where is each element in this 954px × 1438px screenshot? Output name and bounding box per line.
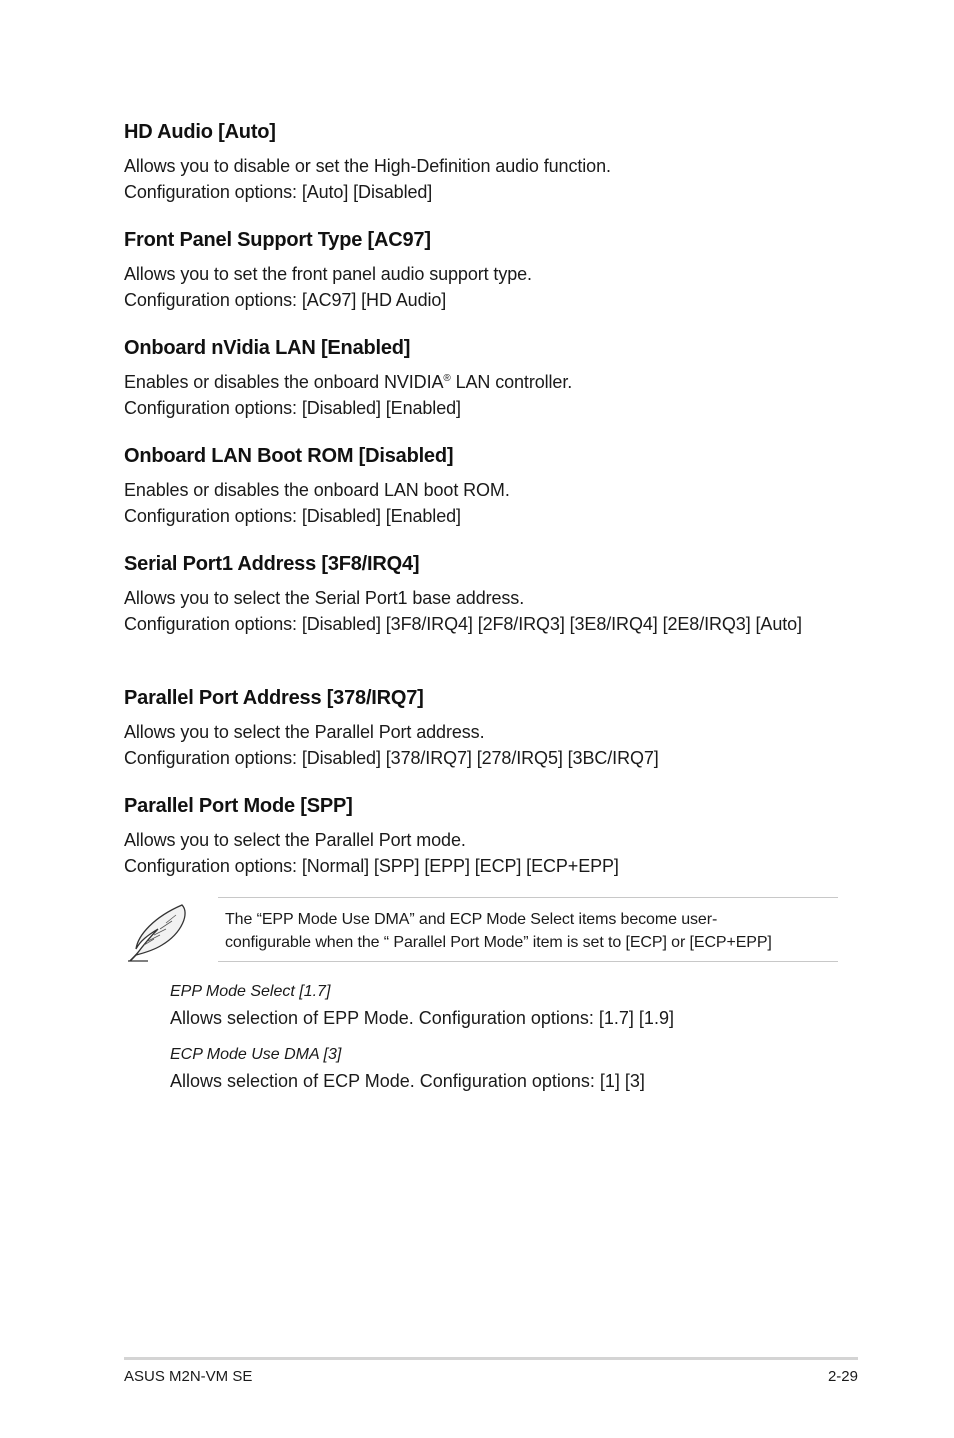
section-description: Allows you to select the Serial Port1 base address. xyxy=(124,588,525,608)
section-front-panel-support-type xyxy=(124,228,844,313)
section-description: Allows you to disable or set the High-Definition audio function. xyxy=(124,156,611,176)
section-serial-port1-address xyxy=(124,552,824,637)
section-description: Allows you to set the front panel audio support type. xyxy=(124,264,532,284)
registered-mark: ® xyxy=(443,373,451,384)
section-heading: Onboard nVidia LAN [Enabled] xyxy=(124,337,411,359)
description-text: Enables or disables the onboard NVIDIA xyxy=(124,372,444,392)
subitem-description: Allows selection of EPP Mode. Configuration options: [1.7] [1.9] xyxy=(170,1008,674,1028)
subitem-title: ECP Mode Use DMA [3] xyxy=(170,1046,342,1063)
note-callout xyxy=(124,897,838,963)
section-heading: Parallel Port Mode [SPP] xyxy=(124,795,353,817)
section-description: Allows you to select the Parallel Port mode. xyxy=(124,830,466,850)
section-description xyxy=(124,369,844,395)
footer-product-name: ASUS M2N-VM SE xyxy=(124,1368,253,1385)
section-config-options: Configuration options: [Auto] [Disabled] xyxy=(124,182,433,202)
subitem-description: Allows selection of ECP Mode. Configuration options: [1] [3] xyxy=(170,1071,645,1091)
section-heading: HD Audio [Auto] xyxy=(124,121,276,143)
description-text-end: LAN controller. xyxy=(450,372,573,392)
section-heading: Front Panel Support Type [AC97] xyxy=(124,229,431,251)
section-config-options: Configuration options: [Disabled] [Enabled] xyxy=(124,506,461,526)
section-config-options: Configuration options: [Disabled] [378/IRQ7] [278/IRQ5] [3BC/IRQ7] xyxy=(124,748,659,768)
feather-quill-icon xyxy=(124,899,190,965)
section-parallel-port-mode xyxy=(124,794,844,879)
section-description: Allows you to select the Parallel Port address. xyxy=(124,722,485,742)
section-config-options: Configuration options: [Normal] [SPP] [EPP] [ECP] [ECP+EPP] xyxy=(124,856,619,876)
subitem-title: EPP Mode Select [1.7] xyxy=(170,983,331,1000)
section-hd-audio xyxy=(124,120,844,205)
section-onboard-lan-boot-rom xyxy=(124,444,844,529)
section-heading: Serial Port1 Address [3F8/IRQ4] xyxy=(124,553,420,575)
footer-page-number: 2-29 xyxy=(827,1368,858,1385)
section-config-options: Configuration options: [AC97] [HD Audio] xyxy=(124,290,447,310)
section-config-options: Configuration options: [Disabled] [3F8/IRQ4] [2F8/IRQ3] [3E8/IRQ4] [2E8/IRQ3] [Auto] xyxy=(124,614,802,634)
section-onboard-nvidia-lan xyxy=(124,336,844,421)
footer-divider xyxy=(124,1357,858,1360)
section-heading: Parallel Port Address [378/IRQ7] xyxy=(124,687,424,709)
section-parallel-port-address xyxy=(124,686,844,771)
subitem-epp-mode-select xyxy=(170,982,850,1030)
note-box xyxy=(218,897,838,962)
section-config-options: Configuration options: [Disabled] [Enabled] xyxy=(124,398,461,418)
subitem-ecp-mode-use-dma xyxy=(170,1045,850,1093)
section-description: Enables or disables the onboard LAN boot ROM. xyxy=(124,480,510,500)
note-line-1: The “EPP Mode Use DMA” and ECP Mode Select items become user- xyxy=(225,911,718,928)
note-line-2: configurable when the “ Parallel Port Mode” item is set to [ECP] or [ECP+EPP] xyxy=(225,934,772,951)
note-text xyxy=(218,898,838,954)
section-heading: Onboard LAN Boot ROM [Disabled] xyxy=(124,445,454,467)
